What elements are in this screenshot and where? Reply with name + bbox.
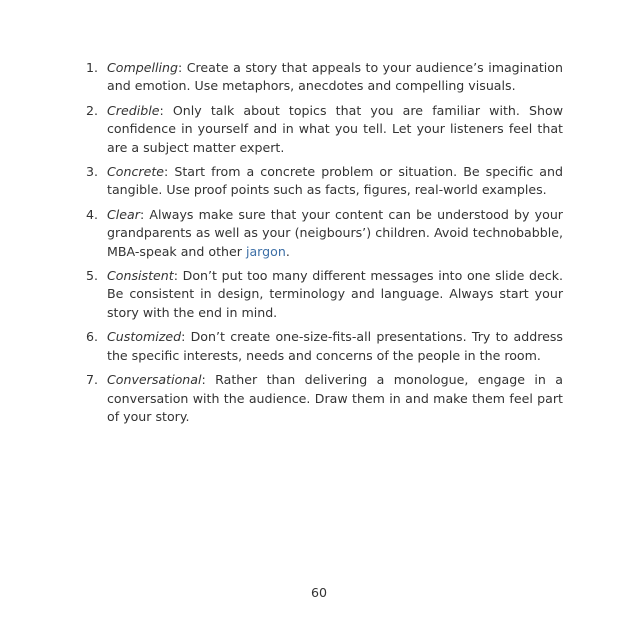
item-number: 6.	[86, 329, 99, 345]
item-term: Credible	[107, 102, 160, 118]
item-text: : Always make sure that your content can be understood by your grandparents as well as your (neigbours’) children. Avoid technobabble, MBA-speak and other	[107, 206, 563, 259]
list-item	[86, 328, 563, 365]
item-term: Concrete	[107, 164, 165, 180]
list-item	[86, 163, 563, 200]
item-number: 5.	[86, 268, 99, 284]
item-term: Customized	[107, 329, 182, 345]
item-number: 7.	[86, 372, 99, 388]
item-text: : Rather than delivering a monologue, engage in a conversation with the audience. Draw them in and make them feel part of your story.	[107, 372, 563, 424]
item-text: : Don’t create one-size-fits-all presentations. Try to address the specific interests, needs and concerns of the people in the room.	[107, 329, 563, 363]
item-number: 2.	[86, 102, 99, 118]
item-term: Consistent	[107, 268, 174, 284]
item-text: : Don’t put too many different messages into one slide deck. Be consistent in design, terminology and language. Always start your story with the end in mind.	[107, 268, 563, 320]
item-text-end: .	[285, 243, 290, 259]
tips-list	[86, 59, 563, 432]
list-item	[86, 267, 563, 322]
item-number: 4.	[86, 206, 99, 222]
page-number: 60	[310, 585, 328, 600]
item-term: Clear	[107, 206, 140, 222]
item-text: : Only talk about topics that you are familiar with. Show confidence in yourself and in what you tell. Let your listeners feel that are a subject matter expert.	[107, 102, 563, 155]
item-term: Compelling	[107, 60, 178, 75]
jargon-link[interactable]: jargon	[245, 243, 286, 259]
list-item	[86, 59, 563, 96]
list-item	[86, 371, 563, 426]
item-text: : Start from a concrete problem or situation. Be specific and tangible. Use proof points such as facts, figures, real-world examples.	[107, 164, 563, 198]
list-item	[86, 102, 563, 157]
list-item	[86, 206, 563, 261]
item-number: 1.	[86, 60, 99, 75]
item-term: Conversational	[107, 372, 202, 388]
item-text: : Create a story that appeals to your audience’s imagination and emotion. Use metaphors, anecdotes and compelling visuals.	[107, 60, 563, 94]
item-number: 3.	[86, 164, 99, 180]
